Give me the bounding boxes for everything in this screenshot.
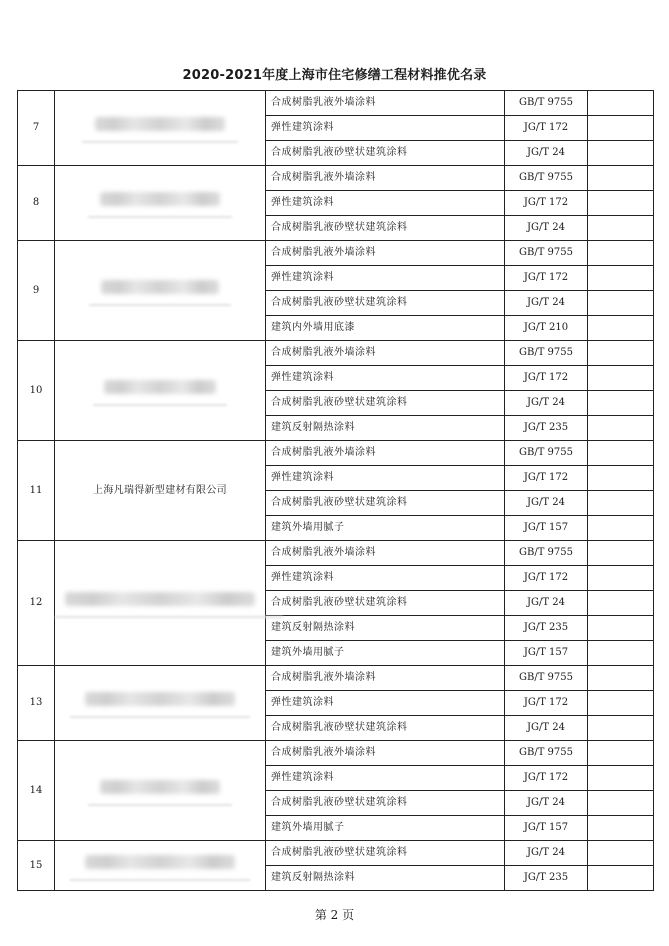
table-row bbox=[18, 241, 654, 266]
product-name: 建筑外墙用腻子 bbox=[266, 516, 505, 541]
product-name: 合成树脂乳液外墙涂料 bbox=[266, 541, 505, 566]
remarks-cell bbox=[588, 341, 654, 366]
company-name: 上海凡瑞得新型建材有限公司 bbox=[55, 441, 266, 541]
product-name: 建筑反射隔热涂料 bbox=[266, 866, 505, 891]
standard-code: JG/T 235 bbox=[505, 866, 588, 891]
table-row bbox=[18, 741, 654, 766]
company-name-redacted bbox=[55, 841, 266, 891]
product-name: 建筑外墙用腻子 bbox=[266, 641, 505, 666]
redaction-smudge bbox=[55, 616, 283, 618]
product-name: 合成树脂乳液砂壁状建筑涂料 bbox=[266, 291, 505, 316]
product-name: 合成树脂乳液砂壁状建筑涂料 bbox=[266, 216, 505, 241]
remarks-cell bbox=[588, 591, 654, 616]
redaction-smudge bbox=[89, 304, 231, 306]
redaction-blur bbox=[95, 117, 225, 131]
redaction-smudge bbox=[70, 716, 250, 718]
remarks-cell bbox=[588, 91, 654, 116]
standard-code: GB/T 9755 bbox=[505, 91, 588, 116]
redaction-blur bbox=[100, 780, 220, 794]
standard-code: JG/T 24 bbox=[505, 216, 588, 241]
standard-code: JG/T 172 bbox=[505, 191, 588, 216]
standard-code: GB/T 9755 bbox=[505, 441, 588, 466]
remarks-cell bbox=[588, 491, 654, 516]
remarks-cell bbox=[588, 816, 654, 841]
entry-number: 12 bbox=[18, 541, 55, 666]
standard-code: GB/T 9755 bbox=[505, 241, 588, 266]
table-row bbox=[18, 341, 654, 366]
redaction-blur bbox=[85, 855, 235, 869]
remarks-cell bbox=[588, 566, 654, 591]
standard-code: JG/T 24 bbox=[505, 141, 588, 166]
product-name: 弹性建筑涂料 bbox=[266, 691, 505, 716]
remarks-cell bbox=[588, 391, 654, 416]
standard-code: JG/T 157 bbox=[505, 516, 588, 541]
product-name: 合成树脂乳液砂壁状建筑涂料 bbox=[266, 141, 505, 166]
product-name: 合成树脂乳液砂壁状建筑涂料 bbox=[266, 491, 505, 516]
product-name: 合成树脂乳液外墙涂料 bbox=[266, 441, 505, 466]
remarks-cell bbox=[588, 541, 654, 566]
redaction-blur bbox=[100, 192, 220, 206]
redaction-blur bbox=[85, 692, 235, 706]
remarks-cell bbox=[588, 616, 654, 641]
standard-code: JG/T 24 bbox=[505, 791, 588, 816]
entry-number: 10 bbox=[18, 341, 55, 441]
remarks-cell bbox=[588, 166, 654, 191]
product-name: 合成树脂乳液砂壁状建筑涂料 bbox=[266, 716, 505, 741]
entry-number: 14 bbox=[18, 741, 55, 841]
product-name: 弹性建筑涂料 bbox=[266, 116, 505, 141]
remarks-cell bbox=[588, 191, 654, 216]
entry-number: 8 bbox=[18, 166, 55, 241]
standard-code: JG/T 24 bbox=[505, 591, 588, 616]
table-row bbox=[18, 166, 654, 191]
company-name-redacted bbox=[55, 741, 266, 841]
product-name: 建筑内外墙用底漆 bbox=[266, 316, 505, 341]
product-name: 弹性建筑涂料 bbox=[266, 266, 505, 291]
standard-code: JG/T 24 bbox=[505, 716, 588, 741]
product-name: 建筑外墙用腻子 bbox=[266, 816, 505, 841]
page-title: 2020-2021年度上海市住宅修缮工程材料推优名录 bbox=[182, 68, 487, 83]
product-name: 弹性建筑涂料 bbox=[266, 366, 505, 391]
product-name: 合成树脂乳液砂壁状建筑涂料 bbox=[266, 791, 505, 816]
product-name: 弹性建筑涂料 bbox=[266, 466, 505, 491]
table-row bbox=[18, 541, 654, 566]
entry-number: 11 bbox=[18, 441, 55, 541]
remarks-cell bbox=[588, 266, 654, 291]
standard-code: JG/T 172 bbox=[505, 466, 588, 491]
company-name-redacted bbox=[55, 666, 266, 741]
standard-code: JG/T 172 bbox=[505, 116, 588, 141]
redaction-blur bbox=[101, 280, 219, 294]
product-name: 合成树脂乳液外墙涂料 bbox=[266, 166, 505, 191]
standard-code: JG/T 172 bbox=[505, 366, 588, 391]
remarks-cell bbox=[588, 216, 654, 241]
table-row bbox=[18, 841, 654, 866]
remarks-cell bbox=[588, 841, 654, 866]
company-name-redacted bbox=[55, 541, 266, 666]
redaction-smudge bbox=[88, 216, 232, 218]
product-name: 合成树脂乳液外墙涂料 bbox=[266, 241, 505, 266]
remarks-cell bbox=[588, 116, 654, 141]
standard-code: JG/T 157 bbox=[505, 641, 588, 666]
table-row bbox=[18, 666, 654, 691]
product-name: 建筑反射隔热涂料 bbox=[266, 416, 505, 441]
product-name: 合成树脂乳液外墙涂料 bbox=[266, 666, 505, 691]
remarks-cell bbox=[588, 691, 654, 716]
standard-code: JG/T 172 bbox=[505, 691, 588, 716]
redaction-smudge bbox=[93, 404, 227, 406]
standard-code: JG/T 172 bbox=[505, 766, 588, 791]
remarks-cell bbox=[588, 766, 654, 791]
remarks-cell bbox=[588, 366, 654, 391]
remarks-cell bbox=[588, 741, 654, 766]
redaction-smudge bbox=[70, 879, 250, 881]
remarks-cell bbox=[588, 866, 654, 891]
table-row bbox=[18, 441, 654, 466]
entry-number: 7 bbox=[18, 91, 55, 166]
remarks-cell bbox=[588, 241, 654, 266]
remarks-cell bbox=[588, 716, 654, 741]
redaction-smudge bbox=[88, 804, 232, 806]
standard-code: GB/T 9755 bbox=[505, 741, 588, 766]
remarks-cell bbox=[588, 641, 654, 666]
product-name: 合成树脂乳液砂壁状建筑涂料 bbox=[266, 391, 505, 416]
remarks-cell bbox=[588, 141, 654, 166]
remarks-cell bbox=[588, 416, 654, 441]
table-row bbox=[18, 91, 654, 116]
entry-number: 9 bbox=[18, 241, 55, 341]
standard-code: GB/T 9755 bbox=[505, 341, 588, 366]
product-name: 合成树脂乳液外墙涂料 bbox=[266, 741, 505, 766]
redaction-smudge bbox=[82, 141, 238, 143]
entry-number: 13 bbox=[18, 666, 55, 741]
remarks-cell bbox=[588, 466, 654, 491]
standard-code: JG/T 24 bbox=[505, 391, 588, 416]
standard-code: JG/T 172 bbox=[505, 266, 588, 291]
standard-code: JG/T 24 bbox=[505, 841, 588, 866]
product-name: 建筑反射隔热涂料 bbox=[266, 616, 505, 641]
remarks-cell bbox=[588, 441, 654, 466]
standard-code: JG/T 157 bbox=[505, 816, 588, 841]
catalog-table bbox=[17, 90, 654, 891]
standard-code: JG/T 24 bbox=[505, 491, 588, 516]
standard-code: GB/T 9755 bbox=[505, 166, 588, 191]
standard-code: JG/T 210 bbox=[505, 316, 588, 341]
product-name: 合成树脂乳液外墙涂料 bbox=[266, 341, 505, 366]
company-name-redacted bbox=[55, 166, 266, 241]
company-name-redacted bbox=[55, 91, 266, 166]
company-name-redacted bbox=[55, 341, 266, 441]
standard-code: JG/T 235 bbox=[505, 616, 588, 641]
page-number: 第 2 页 bbox=[314, 908, 355, 922]
remarks-cell bbox=[588, 516, 654, 541]
standard-code: GB/T 9755 bbox=[505, 666, 588, 691]
standard-code: JG/T 172 bbox=[505, 566, 588, 591]
product-name: 合成树脂乳液外墙涂料 bbox=[266, 91, 505, 116]
product-name: 弹性建筑涂料 bbox=[266, 766, 505, 791]
entry-number: 15 bbox=[18, 841, 55, 891]
remarks-cell bbox=[588, 791, 654, 816]
product-name: 弹性建筑涂料 bbox=[266, 191, 505, 216]
product-name: 合成树脂乳液砂壁状建筑涂料 bbox=[266, 591, 505, 616]
remarks-cell bbox=[588, 666, 654, 691]
catalog-table-body bbox=[18, 91, 654, 891]
product-name: 弹性建筑涂料 bbox=[266, 566, 505, 591]
redaction-blur bbox=[65, 592, 255, 606]
standard-code: JG/T 235 bbox=[505, 416, 588, 441]
remarks-cell bbox=[588, 291, 654, 316]
remarks-cell bbox=[588, 316, 654, 341]
standard-code: GB/T 9755 bbox=[505, 541, 588, 566]
product-name: 合成树脂乳液砂壁状建筑涂料 bbox=[266, 841, 505, 866]
redaction-blur bbox=[104, 380, 216, 394]
company-name-redacted bbox=[55, 241, 266, 341]
standard-code: JG/T 24 bbox=[505, 291, 588, 316]
